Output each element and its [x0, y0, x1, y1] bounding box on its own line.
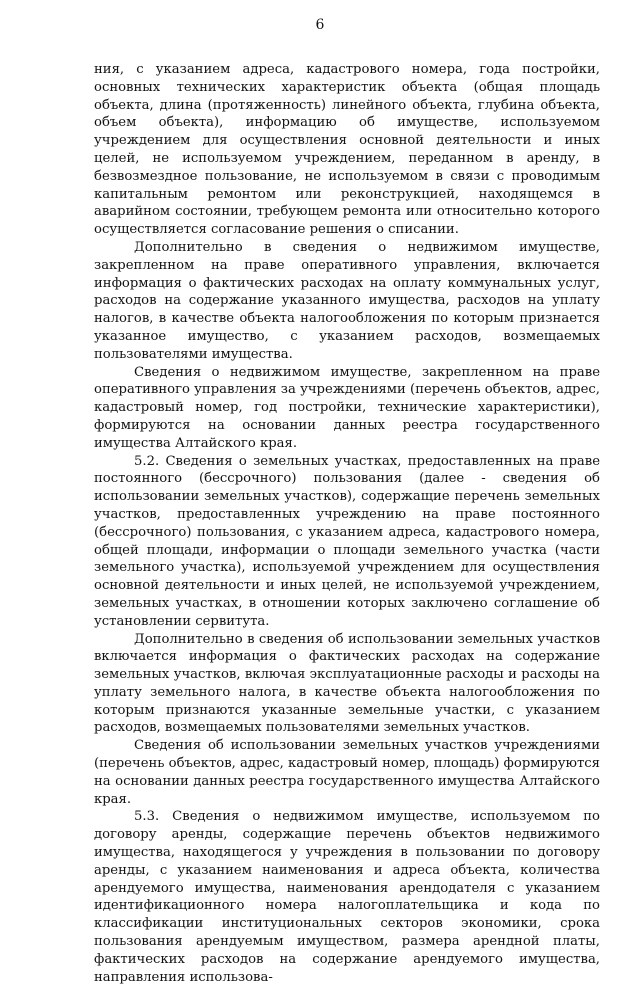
paragraph-section-5-3: 5.3. Сведения о недвижимом имуществе, используемом по договору аренды, содержащие перечень объектов недвижимого имущества, находящегося у учреждения в пользовании по договору аренды, с указанием наименования и адреса объекта, количества арендуемого имущества, наименования арендодателя с указанием идентификационного номера налогоплательщика и кода по классификации институциональных секторов экономики, срока пользования арендуемым имуществом, размера арендной платы, фактических расходов на содержание арендуемого имущества, направления использова- [94, 809, 600, 985]
paragraph-section-5-2: 5.2. Сведения о земельных участках, предоставленных на праве постоянного (бессрочного) пользования (далее - сведения об использовании земельных участков), содержащие перечень земельных участков, предоставленных учреждению на праве постоянного (бессрочного) пользования, с указанием адреса, кадастрового номера, общей площади, информации о площади земельного участка (части земельного участка), используемой учреждением для осуществления основной деятельности и иных целей, не используемой учреждением, земельных участках, в отношении которых заключено соглашение об установлении сервитута. [94, 453, 600, 629]
paragraph-continuation: ния, с указанием адреса, кадастрового номера, года постройки, основных технических характеристик объекта (общая площадь объекта, длина (протяженность) линейного объекта, глубина объекта, объем объекта), информацию об имуществе, используемом учреждением для осуществления основной деятельности и иных целей, не используемом учреждением, переданном в аренду, в безвозмездное пользование, не используемом в связи с проводимым капитальным ремонтом или реконструкцией, находящемся в аварийном состоянии, требующем ремонта или относительно которого осуществляется согласование решения о списании. [94, 62, 600, 238]
page-number: 6 [315, 17, 325, 33]
paragraph-land-expenses: Дополнительно в сведения об использовании земельных участков включается информация о фактических расходах на содержание земельных участков, включая эксплуатационные расходы и расходы на уплату земельного налога, в качестве объекта налогообложения по которым признаются указанные земельные участки, с указанием расходов, возмещаемых пользователями земельных участков. [94, 631, 600, 736]
paragraph-operational-management-registry: Сведения о недвижимом имуществе, закрепленном на праве оперативного управления за учреждениями (перечень объектов, адрес, кадастровый номер, год постройки, технические характеристики), формируются на основании данных реестра государственного имущества Алтайского края. [94, 364, 600, 451]
document-body [94, 61, 600, 986]
paragraph-land-registry: Сведения об использовании земельных участков учреждениями (перечень объектов, адрес, кадастровый номер, площадь) формируются на основании данных реестра государственного имущества Алтайского края. [94, 738, 600, 807]
paragraph-operational-management-expenses: Дополнительно в сведения о недвижимом имуществе, закрепленном на праве оперативного управления, включается информация о фактических расходах на оплату коммунальных услуг, расходов на содержание указанного имущества, расходов на уплату налогов, в качестве объекта налогообложения по которым признается указанное имущество, с указанием расходов, возмещаемых пользователями имущества. [94, 239, 600, 362]
